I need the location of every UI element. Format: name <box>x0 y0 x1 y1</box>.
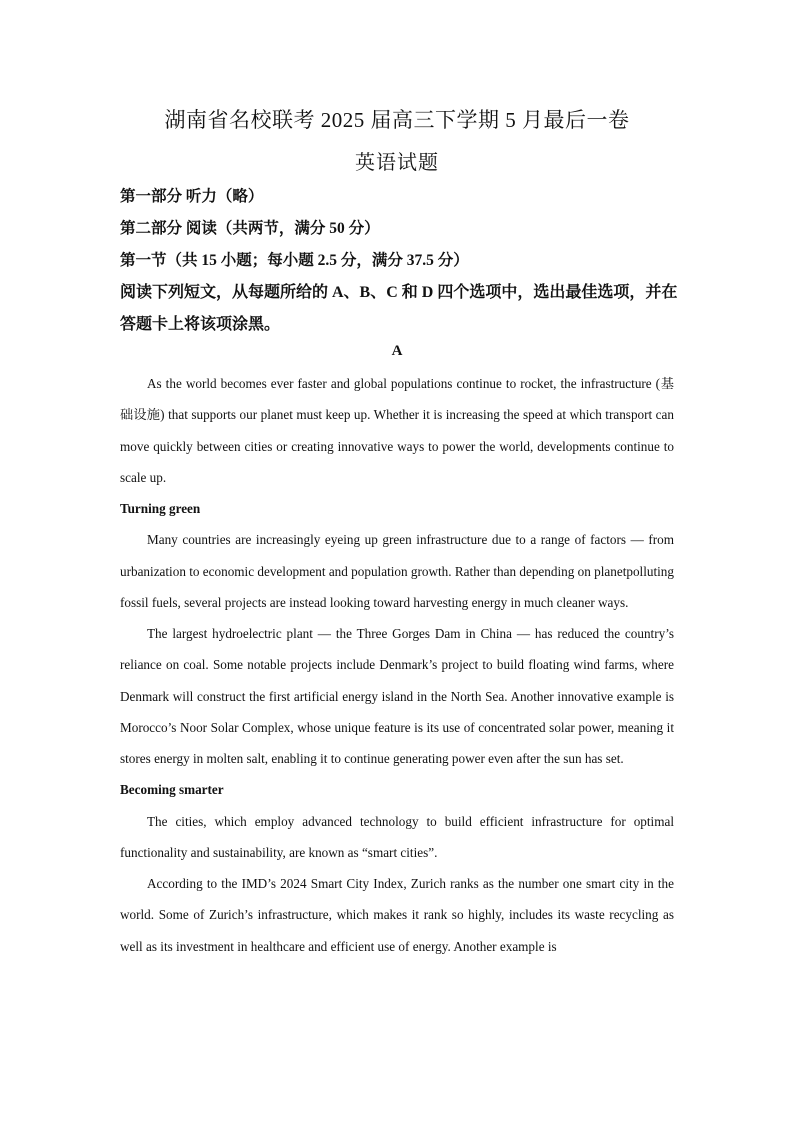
part1-listening: 第一部分 听力（略） <box>120 188 264 205</box>
passage-subheading: Turning green <box>120 501 201 516</box>
passage-paragraph: Many countries are increasingly eyeing up green infrastructure due to a range of factors — from urbanization to economic development and population growth. Rather than depending on planetpolluting fossil fuels, several projects are instead looking toward harvesting energy in much cleaner ways. <box>120 532 674 610</box>
instruction-line-2: 答题卡上将该项涂黑。 <box>120 316 281 333</box>
passage-paragraph: The cities, which employ advanced technology to build efficient infrastructure for optimal functionality and sustainability, are known as “smart cities”. <box>120 813 674 860</box>
instruction-line-1: 阅读下列短文，从每题所给的 A、B、C 和 D 四个选项中，选出最佳选项，并在 <box>120 284 678 301</box>
exam-subject-title: 英语试题 <box>355 152 439 174</box>
exam-title: 湖南省名校联考 2025 届高三下学期 5 月最后一卷 <box>164 108 630 132</box>
passage-body <box>120 368 674 962</box>
part2-reading: 第二部分 阅读（共两节，满分 50 分） <box>120 220 380 237</box>
passage-paragraph: The largest hydroelectric plant — the Three Gorges Dam in China — has reduced the country’s reliance on coal. Some notable projects include Denmark’s project to build floating wind farms, where Denmark will construct the first artificial energy island in the North Sea. Another innovative example is Morocco’s Noor Solar Complex, whose unique feature is its use of concentrated solar power, meaning it stores energy in molten salt, enabling it to continue generating power even after the sun has set. <box>120 626 674 766</box>
passage-subheading: Becoming smarter <box>120 782 224 798</box>
passage-label: A <box>391 343 403 359</box>
passage-paragraph: According to the IMD’s 2024 Smart City Index, Zurich ranks as the number one smart city in the world. Some of Zurich’s infrastructure, which makes it rank so highly, includes its waste recycling as well as its investment in healthcare and efficient use of energy. Another example is <box>120 876 674 954</box>
section1-heading: 第一节（共 15 小题；每小题 2.5 分，满分 37.5 分） <box>120 252 469 269</box>
passage-paragraph: As the world becomes ever faster and global populations continue to rocket, the infrastructure (基础设施) that supports our planet must keep up. Whether it is increasing the speed at which transport can move quickly between cities or creating innovative ways to power the world, developments continue to scale up. <box>120 376 674 485</box>
